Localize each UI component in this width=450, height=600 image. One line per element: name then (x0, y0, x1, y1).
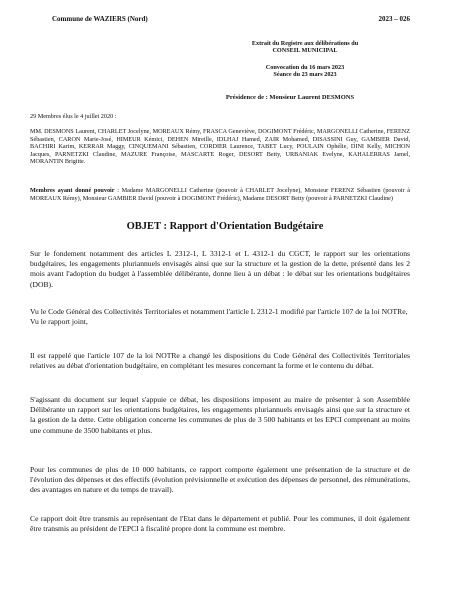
deliberation-number: 2023 – 026 (378, 15, 410, 23)
paragraph-communes-10000: Pour les communes de plus de 10 000 habitants, ce rapport comporte également une présentation de la structure et de l'évolution des dépenses et des effectifs (évolution prévisionnelle et exécution des dépenses de personnel, des rémunérations, des avantages en nature et du temps de travail). (30, 465, 410, 495)
seance-date: Séance du 23 mars 2023 (273, 71, 337, 79)
objet-title: OBJET : Rapport d'Orientation Budgétaire (126, 221, 324, 232)
dates-block (210, 64, 400, 79)
paragraph-vu-rapport: Vu le rapport joint, (30, 317, 88, 327)
paragraph-transmission: Ce rapport doit être transmis au représentant de l'Etat dans le département et publié. Pour les communes, il doit également être transmis au président de l'EPCI à fiscalité propre dont la commune est membre. (30, 514, 410, 534)
pouvoir-label: Membres ayant donné pouvoir (30, 187, 115, 194)
convocation-date: Convocation du 16 mars 2023 (265, 64, 345, 71)
presidence: Présidence de : Monsieur Laurent DESMONS (225, 94, 355, 101)
pouvoir-text: : Madame MARGONELLI Catherine (pouvoir à CHARLET Jocelyne), Monsieur FERENZ Sébastien (pouvoir à MOREAUX Rémy), Monsieur GAMBIER David (pouvoir à DOGIMONT Frédéric), Madame DESORT Betty (pouvoir à PARNETZKI Claudine) (30, 187, 410, 202)
paragraph-vu-code: Vu le Code Général des Collectivités Territoriales et notamment l'article L 2312-1 modifié par l'article 107 de la loi NOTRe, (30, 307, 408, 316)
commune-header: Commune de WAZIERS (Nord) (52, 15, 148, 23)
registre-line2: CONSEIL MUNICIPAL (272, 47, 338, 55)
members-count: 29 Membres élus le 4 juillet 2020 : (30, 113, 117, 120)
registre-block (210, 40, 400, 55)
registre-line1: Extrait du Registre aux délibérations du (251, 40, 359, 47)
paragraph-vu (30, 307, 410, 327)
paragraph-fondement: Sur le fondement notamment des articles L 2312-1, L 3312-1 et L 4312-1 du CGCT, le rapport sur les orientations budgétaires, les engagements pluriannuels envisagés ainsi que sur la structure et la gestion de la dette, présenté dans les 2 mois avant l'adoption du budget à l'assemblée délibérante, donne lieu à un débat : le débat sur les orientations budgétaires (DOB). (30, 249, 410, 289)
paragraph-rappel: Il est rappelé que l'article 107 de la loi NOTRe a changé les dispositions du Code Général des Collectivités Territoriales relatives au débat d'orientation budgétaire, en complétant les mesures concernant la forme et le contenu du débat. (30, 351, 410, 371)
pouvoir-block (30, 187, 410, 202)
members-list: MM. DESMONS Laurent, CHARLET Jocelyne, MOREAUX Rémy, FRASCA Geneviève, DOGIMONT Frédéric, MARGONELLI Catherine, FERENZ Sébastien, CARON Marie-José, HIMEUR Kémici, DEHEN Mireille, IDLHAJ Hamed, ZAIR Mohamed, DISASSINI Guy, GAMBIER David, BACHIRI Karim, KERRAR Maggy, CINQUEMANI Sébastien, CORDIER Laurence, TABET Lucy, POULAIN Ophélie, DINI Kelly, MICHON Jacques, PARNETZKI Claudine, MAZURE Françoise, MASCARTE Roger, DESORT Betty, URBANIAK Evelyne, KAHALERRAS Jamel, MORANTIN Brigitte. (30, 128, 410, 165)
paragraph-document: S'agissant du document sur lequel s'appuie ce débat, les dispositions imposent au maire de présenter à son Assemblée Délibérante un rapport sur les orientations budgétaires, les engagements pluriannuels envisagés ainsi que sur la structure et la gestion de la dette. Cette obligation concerne les communes de plus de 3 500 habitants et les EPCI comprenant au moins une commune de 3500 habitants et plus. (30, 395, 410, 435)
